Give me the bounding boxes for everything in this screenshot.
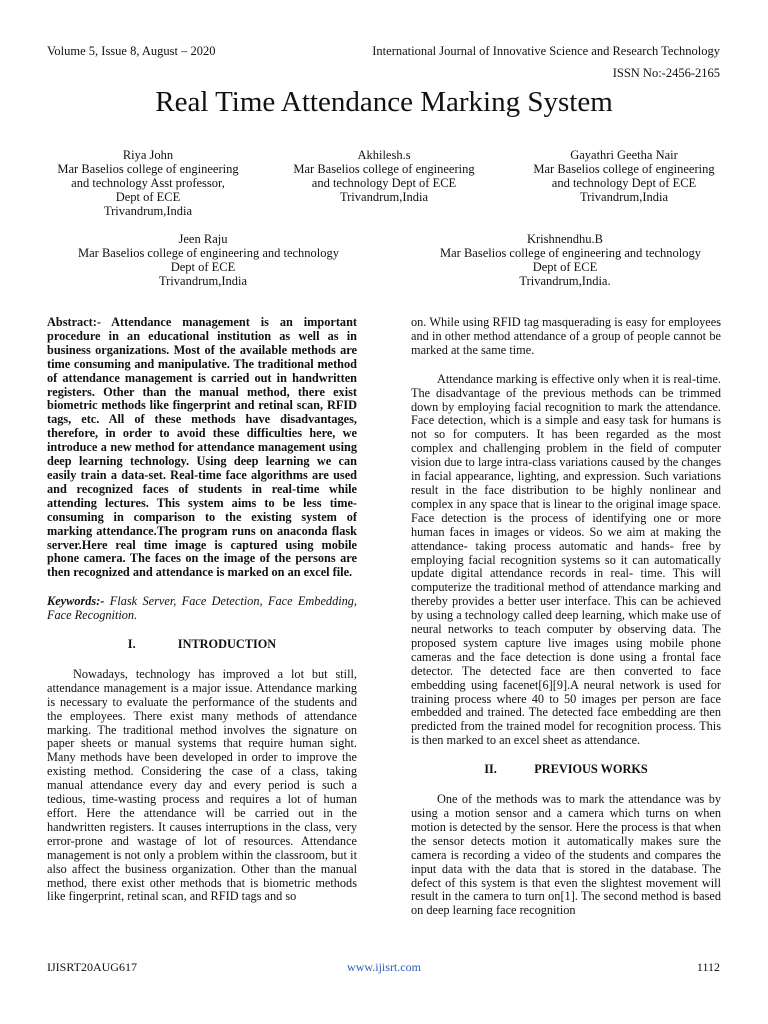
author-name: Krishnendhu.B — [526, 232, 604, 246]
introduction-paragraph-1: Nowadays, technology has improved a lot but still, attendance management is a major issue. Attendance marking is necessary to evaluate the performance of the students and the employees. There exist many methods of attendance marking. The traditional method involves the signature on paper sheets or manual systems that require human sight. Many methods have been developed in order to improve the existing method. Considering the case of a class, taking manual attendance every day and every period is such a tedious, time-wasting process and requires a lot of human effort. Here the attendance will be carried out in the handwritten registers. It causes interruptions in the class, very error-prone and wastage of lot of resources. Attendance management is not only a problem within the classroom, but it also affect the business organization. Other than the manual method, there exist other methods that is biometric methods like fingerprint, retinal scan, and RFID tags and so — [47, 666, 357, 904]
keywords — [47, 595, 357, 623]
author-department: Dept of ECE — [170, 260, 236, 274]
author-name: Akhilesh.s — [357, 148, 411, 162]
section-title: PREVIOUS WORKS — [534, 762, 648, 777]
author-location: Trivandrum,India — [579, 190, 669, 204]
keywords-text: Flask Server, Face Detection, Face Embedding, Face Recognition. — [47, 594, 358, 623]
journal-issn: ISSN No:-2456-2165 — [612, 66, 720, 80]
author-name: Gayathri Geetha Nair — [570, 148, 678, 162]
author-block-1 — [23, 148, 273, 218]
author-block-4 — [78, 232, 340, 288]
section-heading-introduction — [47, 638, 357, 652]
page-number: 1112 — [696, 960, 720, 974]
previous-works-paragraph-1: One of the methods was to mark the attendance was by using a motion sensor and a camera which turns on when motion is detected by the sensor. Here the process is that when the sensor detects motion it automatically makes sure the camera is recording a video of the students and compares the input data with the data that is stored in the database. The defect of this system is that even the slightest movement will result in the camera to turn on[1]. The second method is based on deep learning face recognition — [411, 792, 721, 918]
author-block-5 — [440, 232, 702, 288]
section-number: I. — [127, 637, 136, 652]
author-name: Riya John — [122, 148, 174, 162]
journal-volume: Volume 5, Issue 8, August – 2020 — [47, 44, 216, 58]
abstract: Abstract:- Attendance management is an important procedure in an educational institution as well as in business organizations. Most of the available methods are time consuming and manipulative. The traditional method of attendance management is carried out in handwritten registers. Other than the manual method, there exist biometric methods like fingerprint and retinal scan, RFID tags, etc. All of these methods have disadvantages, therefore, in order to avoid these difficulties here, we introduce a new method for attendance management using deep learning technology. Using deep learning we can easily train a data-set. Real-time face algorithms are used and recognized faces of students in real-time while attending lectures. This system aims to be less time- consuming in comparison to the existing system of marking attendance.The program runs on anaconda flask server.Here real time image is captured using mobile phone camera. The faces on the image of the persons are then recognized and attendance is marked on an excel file. — [47, 315, 357, 580]
paper-title: Real Time Attendance Marking System — [155, 86, 613, 118]
author-affiliation: Mar Baselios college of engineering and technology — [78, 246, 340, 260]
author-location: Trivandrum,India — [339, 190, 429, 204]
author-name: Jeen Raju — [178, 232, 228, 246]
author-location: Trivandrum,India. — [519, 274, 611, 288]
left-column — [47, 316, 357, 904]
journal-name: International Journal of Innovative Science and Research Technology — [372, 44, 720, 58]
right-column — [411, 316, 721, 918]
author-affiliation: and technology Dept of ECE — [551, 176, 697, 190]
section-heading-previous-works — [411, 763, 721, 777]
journal-website-link[interactable]: www.ijisrt.com — [347, 960, 421, 974]
author-location: Trivandrum,India — [103, 204, 193, 218]
section-number: II. — [484, 762, 497, 777]
author-block-2 — [259, 148, 509, 204]
author-affiliation: Mar Baselios college of engineering and technology — [440, 246, 702, 260]
author-affiliation: and technology Asst professor, — [71, 176, 225, 190]
author-affiliation: and technology Dept of ECE — [311, 176, 457, 190]
author-department: Dept of ECE — [532, 260, 598, 274]
author-location: Trivandrum,India — [158, 274, 248, 288]
author-affiliation: Mar Baselios college of engineering — [533, 162, 715, 176]
keywords-label: Keywords:- — [47, 594, 105, 609]
author-affiliation: Mar Baselios college of engineering — [293, 162, 475, 176]
introduction-paragraph-2: Attendance marking is effective only when it is real-time. The disadvantage of the previous methods can be trimmed down by employing facial recognition to mark the attendance. Face detection, which is a simple and easy task for humans is not so for computers. It has been regarded as the most complex and challenging problem in the field of computer vision due to large intra-class variations caused by the changes in facial appearance, lighting, and expression. Such variations result in the face distribution to be highly nonlinear and complex in any space that is linear to the original image space. Face detection is the process of identifying one or more human faces in images or videos. So we aim at making the attendance- taking process automatic and hands- free by employing facial recognition systems so it can automatically update digital attendance records in real- time. This will computerize the traditional method of attendance marking and thereby provides a better user interface. This can be achieved by using a technology called deep learning, which make use of neural networks to teach computer by observing data. The proposed system capture live images using mobile phone cameras and the face detection is done using a frontal face detector. The detected face are then converted to face embedding using facenet[6][9].A neural network is used for training process where 40 to 50 images per person are face embedded and trained. The detected face embedding are then predicted from the trained model for recognition process. This is then marked to an excel sheet as attendance. — [411, 371, 721, 748]
author-department: Dept of ECE — [115, 190, 181, 204]
paper-id: IJISRT20AUG617 — [47, 960, 137, 974]
section-title: INTRODUCTION — [177, 637, 277, 652]
author-affiliation: Mar Baselios college of engineering — [57, 162, 239, 176]
continued-paragraph: on. While using RFID tag masquerading is easy for employees and in other method attendance of a group of people cannot be marked at the same time. — [411, 315, 721, 357]
author-block-3 — [499, 148, 749, 204]
